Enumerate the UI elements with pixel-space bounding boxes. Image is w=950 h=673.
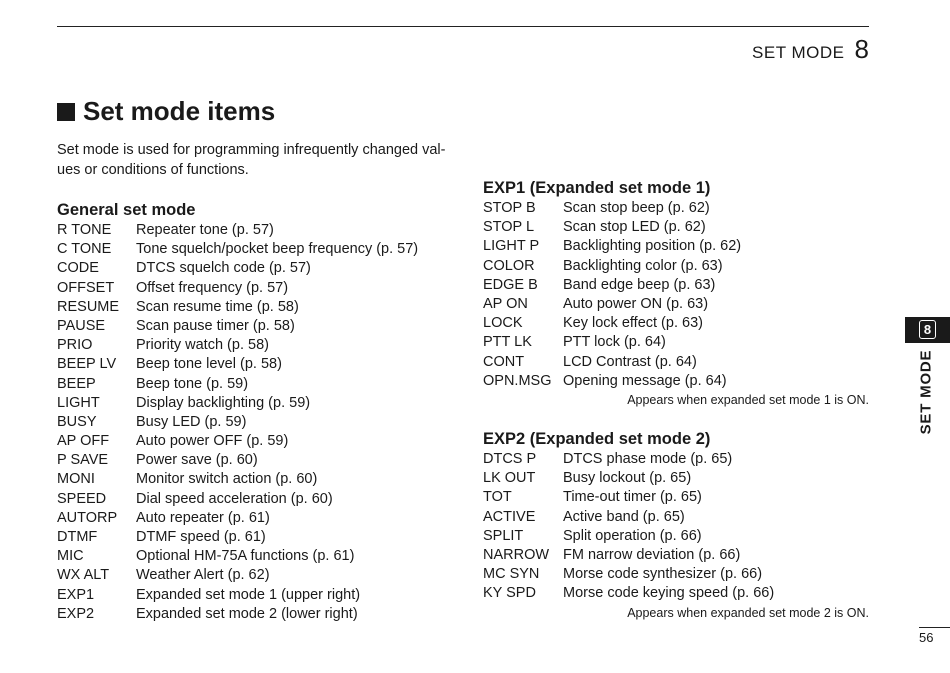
list-item bbox=[57, 317, 457, 336]
list-item bbox=[57, 586, 457, 605]
list-item bbox=[57, 298, 457, 317]
list-item bbox=[483, 450, 869, 469]
item-code: KY SPD bbox=[483, 585, 536, 602]
list-item bbox=[483, 372, 869, 391]
item-description: Busy LED (p. 59) bbox=[136, 413, 247, 430]
list-item bbox=[57, 221, 457, 240]
item-code: DTMF bbox=[57, 529, 98, 545]
list-item bbox=[483, 218, 869, 237]
item-code: EXP1 bbox=[57, 586, 95, 603]
item-description: Band edge beep (p. 63) bbox=[563, 276, 716, 293]
list-item bbox=[483, 199, 869, 218]
item-description: Auto power ON (p. 63) bbox=[563, 295, 709, 312]
list-item bbox=[57, 413, 457, 432]
side-tab-number: 8 bbox=[919, 320, 936, 339]
list-item bbox=[57, 509, 457, 528]
item-code: STOP L bbox=[483, 219, 535, 236]
page-number: 56 bbox=[919, 630, 934, 645]
item-description: Split operation (p. 66) bbox=[563, 527, 702, 544]
list-item bbox=[57, 470, 457, 489]
list-item bbox=[483, 488, 869, 507]
list-item bbox=[483, 333, 869, 352]
item-code: PAUSE bbox=[57, 317, 106, 334]
item-description: Expanded set mode 1 (upper right) bbox=[136, 586, 361, 603]
item-code: RESUME bbox=[57, 298, 120, 315]
general-set-mode-group bbox=[57, 199, 457, 624]
item-description: Beep tone (p. 59) bbox=[136, 375, 249, 392]
list-item bbox=[483, 276, 869, 295]
list-item bbox=[57, 566, 457, 585]
list-item bbox=[57, 547, 457, 566]
list-item bbox=[483, 314, 869, 333]
list-item bbox=[57, 355, 457, 374]
side-tab-label: SET MODE bbox=[917, 349, 935, 435]
item-description: Priority watch (p. 58) bbox=[136, 337, 269, 354]
item-code: LIGHT bbox=[57, 394, 100, 411]
exp1-heading: EXP1 (Expanded set mode 1) bbox=[483, 179, 711, 197]
item-code: ACTIVE bbox=[483, 508, 536, 525]
item-code: LIGHT P bbox=[483, 238, 540, 255]
page-number-rule bbox=[919, 627, 950, 628]
item-code: C TONE bbox=[57, 241, 112, 258]
item-code: MONI bbox=[57, 471, 95, 488]
intro-paragraph: Set mode is used for programming infrequently changed val-ues or conditions of functions. bbox=[57, 142, 446, 178]
item-code: NARROW bbox=[483, 546, 550, 563]
chapter-header bbox=[752, 34, 869, 65]
list-item bbox=[483, 565, 869, 584]
item-code: MC SYN bbox=[483, 566, 540, 583]
item-code: CONT bbox=[483, 353, 525, 370]
list-item bbox=[57, 432, 457, 451]
exp1-note: Appears when expanded set mode 1 is ON. bbox=[627, 392, 869, 407]
item-description: LCD Contrast (p. 64) bbox=[563, 353, 697, 370]
item-code: AP OFF bbox=[57, 433, 110, 450]
item-code: AP ON bbox=[483, 295, 528, 312]
item-description: Scan resume time (p. 58) bbox=[136, 298, 299, 315]
item-description: Scan stop beep (p. 62) bbox=[563, 200, 710, 216]
item-code: EDGE B bbox=[483, 276, 538, 293]
item-code: BUSY bbox=[57, 413, 97, 430]
list-item bbox=[57, 528, 457, 547]
item-description: Backlighting color (p. 63) bbox=[563, 257, 723, 274]
list-item bbox=[57, 336, 457, 355]
item-code: WX ALT bbox=[57, 567, 110, 584]
item-description: Key lock effect (p. 63) bbox=[563, 315, 703, 332]
item-description: Morse code keying speed (p. 66) bbox=[563, 585, 775, 602]
list-item bbox=[483, 237, 869, 256]
item-description: Scan pause timer (p. 58) bbox=[136, 317, 295, 334]
exp2-heading: EXP2 (Expanded set mode 2) bbox=[483, 430, 711, 448]
item-description: Backlighting position (p. 62) bbox=[563, 238, 742, 255]
list-item bbox=[483, 353, 869, 372]
item-description: Repeater tone (p. 57) bbox=[136, 222, 274, 238]
list-item bbox=[57, 240, 457, 259]
exp2-group bbox=[483, 428, 869, 622]
item-description: Opening message (p. 64) bbox=[563, 372, 727, 389]
section-title-text: Set mode items bbox=[83, 96, 276, 126]
item-code: BEEP bbox=[57, 375, 96, 392]
item-code: BEEP LV bbox=[57, 356, 117, 373]
list-item bbox=[57, 259, 457, 278]
exp2-note: Appears when expanded set mode 2 is ON. bbox=[627, 605, 869, 620]
item-description: Display backlighting (p. 59) bbox=[136, 394, 311, 411]
item-description: Active band (p. 65) bbox=[563, 508, 685, 525]
chapter-side-tab bbox=[905, 317, 950, 343]
item-code: LK OUT bbox=[483, 470, 536, 487]
item-description: PTT lock (p. 64) bbox=[563, 334, 666, 351]
item-code: AUTORP bbox=[57, 509, 118, 526]
item-description: Time-out timer (p. 65) bbox=[563, 489, 702, 506]
general-set-mode-heading: General set mode bbox=[57, 201, 196, 219]
list-item bbox=[483, 295, 869, 314]
list-item bbox=[57, 279, 457, 298]
item-description: Optional HM-75A functions (p. 61) bbox=[136, 548, 355, 565]
item-code: TOT bbox=[483, 489, 512, 506]
item-description: FM narrow deviation (p. 66) bbox=[563, 546, 741, 563]
item-description: Expanded set mode 2 (lower right) bbox=[136, 605, 358, 622]
item-code: SPEED bbox=[57, 490, 107, 507]
item-code: PRIO bbox=[57, 337, 93, 354]
item-code: CODE bbox=[57, 260, 99, 277]
item-description: Weather Alert (p. 62) bbox=[136, 567, 270, 584]
item-code: SPLIT bbox=[483, 527, 524, 544]
item-description: DTCS phase mode (p. 65) bbox=[563, 451, 733, 467]
item-description: Offset frequency (p. 57) bbox=[136, 279, 289, 296]
list-item bbox=[483, 508, 869, 527]
list-item bbox=[483, 584, 869, 603]
item-code: P SAVE bbox=[57, 452, 109, 469]
item-code: OPN.MSG bbox=[483, 372, 552, 389]
item-description: Tone squelch/pocket beep frequency (p. 57) bbox=[136, 241, 419, 258]
section-title bbox=[57, 96, 275, 127]
item-description: Monitor switch action (p. 60) bbox=[136, 471, 318, 488]
item-description: Power save (p. 60) bbox=[136, 452, 258, 469]
list-item bbox=[57, 605, 457, 624]
list-item bbox=[483, 527, 869, 546]
item-description: Beep tone level (p. 58) bbox=[136, 356, 282, 373]
item-code: EXP2 bbox=[57, 605, 95, 622]
item-description: DTCS squelch code (p. 57) bbox=[136, 260, 311, 277]
list-item bbox=[57, 490, 457, 509]
list-item bbox=[57, 394, 457, 413]
item-description: DTMF speed (p. 61) bbox=[136, 529, 266, 545]
item-description: Dial speed acceleration (p. 60) bbox=[136, 490, 333, 507]
item-code: DTCS P bbox=[483, 451, 537, 467]
list-item bbox=[57, 451, 457, 470]
item-code: R TONE bbox=[57, 222, 112, 238]
item-description: Scan stop LED (p. 62) bbox=[563, 219, 706, 236]
item-code: LOCK bbox=[483, 315, 523, 332]
item-description: Morse code synthesizer (p. 66) bbox=[563, 566, 763, 583]
item-code: OFFSET bbox=[57, 279, 115, 296]
exp1-group bbox=[483, 177, 869, 409]
item-code: COLOR bbox=[483, 257, 535, 274]
chapter-title: SET MODE bbox=[752, 43, 845, 62]
list-item bbox=[483, 469, 869, 488]
item-description: Busy lockout (p. 65) bbox=[563, 470, 692, 487]
chapter-number: 8 bbox=[854, 34, 869, 64]
top-rule bbox=[57, 26, 869, 27]
item-description: Auto repeater (p. 61) bbox=[136, 509, 270, 526]
item-description: Auto power OFF (p. 59) bbox=[136, 433, 289, 450]
square-bullet-icon bbox=[57, 103, 75, 121]
list-item bbox=[483, 257, 869, 276]
item-code: PTT LK bbox=[483, 334, 532, 351]
item-code: STOP B bbox=[483, 200, 536, 216]
list-item bbox=[483, 546, 869, 565]
item-code: MIC bbox=[57, 548, 84, 565]
list-item bbox=[57, 375, 457, 394]
